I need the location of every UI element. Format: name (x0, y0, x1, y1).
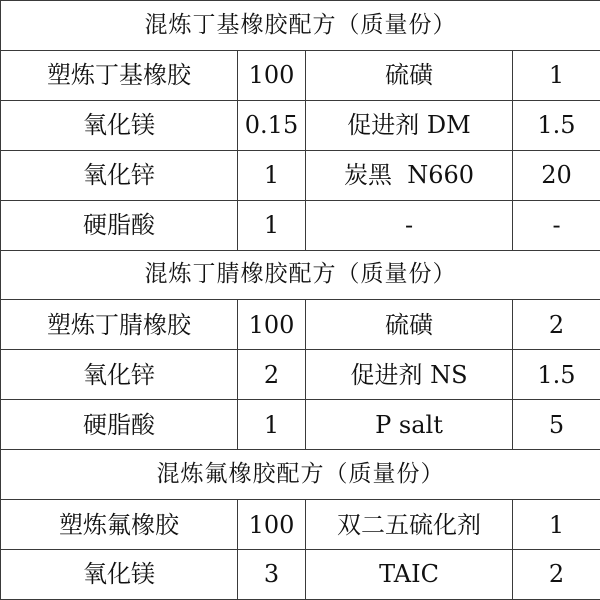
ingredient-name: 促进剂 DM (306, 100, 513, 150)
ingredient-amount: 1 (238, 150, 306, 200)
ingredient-amount: - (513, 200, 600, 250)
ingredient-name: 双二五硫化剂 (306, 500, 513, 550)
table-row (1, 50, 600, 100)
ingredient-amount: 1 (238, 400, 306, 450)
section-title-row (1, 450, 600, 500)
ingredient-amount: 1 (513, 50, 600, 100)
ingredient-name: 氧化锌 (1, 150, 238, 200)
ingredient-name: P salt (306, 400, 513, 450)
table-row (1, 100, 600, 150)
ingredient-amount: 1 (238, 200, 306, 250)
ingredient-name: 塑炼丁腈橡胶 (1, 300, 238, 350)
ingredient-name: 硬脂酸 (1, 400, 238, 450)
ingredient-name: - (306, 200, 513, 250)
ingredient-amount: 100 (238, 500, 306, 550)
ingredient-amount: 20 (513, 150, 600, 200)
table-row (1, 150, 600, 200)
ingredient-name: 氧化镁 (1, 549, 238, 599)
table-row (1, 549, 600, 599)
ingredient-amount: 1 (513, 500, 600, 550)
ingredient-name: 氧化镁 (1, 100, 238, 150)
ingredient-amount: 2 (513, 549, 600, 599)
ingredient-name: 硫磺 (306, 50, 513, 100)
ingredient-amount: 2 (238, 350, 306, 400)
section-title-butyl: 混炼丁基橡胶配方（质量份） (1, 1, 600, 51)
ingredient-amount: 100 (238, 300, 306, 350)
ingredient-name: TAIC (306, 549, 513, 599)
ingredient-amount: 100 (238, 50, 306, 100)
ingredient-amount: 0.15 (238, 100, 306, 150)
section-title-nitrile: 混炼丁腈橡胶配方（质量份） (1, 250, 600, 300)
ingredient-amount: 5 (513, 400, 600, 450)
section-title-fluoro: 混炼氟橡胶配方（质量份） (1, 450, 600, 500)
ingredient-amount: 2 (513, 300, 600, 350)
ingredient-name: 硬脂酸 (1, 200, 238, 250)
table-row (1, 500, 600, 550)
ingredient-amount: 3 (238, 549, 306, 599)
ingredient-name: 塑炼丁基橡胶 (1, 50, 238, 100)
ingredient-name: 氧化锌 (1, 350, 238, 400)
table-row (1, 400, 600, 450)
ingredient-amount: 1.5 (513, 350, 600, 400)
section-title-row (1, 250, 600, 300)
ingredient-name: 促进剂 NS (306, 350, 513, 400)
ingredient-name: 硫磺 (306, 300, 513, 350)
table-row (1, 350, 600, 400)
section-title-row (1, 1, 600, 51)
table-row (1, 200, 600, 250)
ingredient-name: 塑炼氟橡胶 (1, 500, 238, 550)
ingredient-amount: 1.5 (513, 100, 600, 150)
ingredient-name: 炭黑 N660 (306, 150, 513, 200)
table-row (1, 300, 600, 350)
